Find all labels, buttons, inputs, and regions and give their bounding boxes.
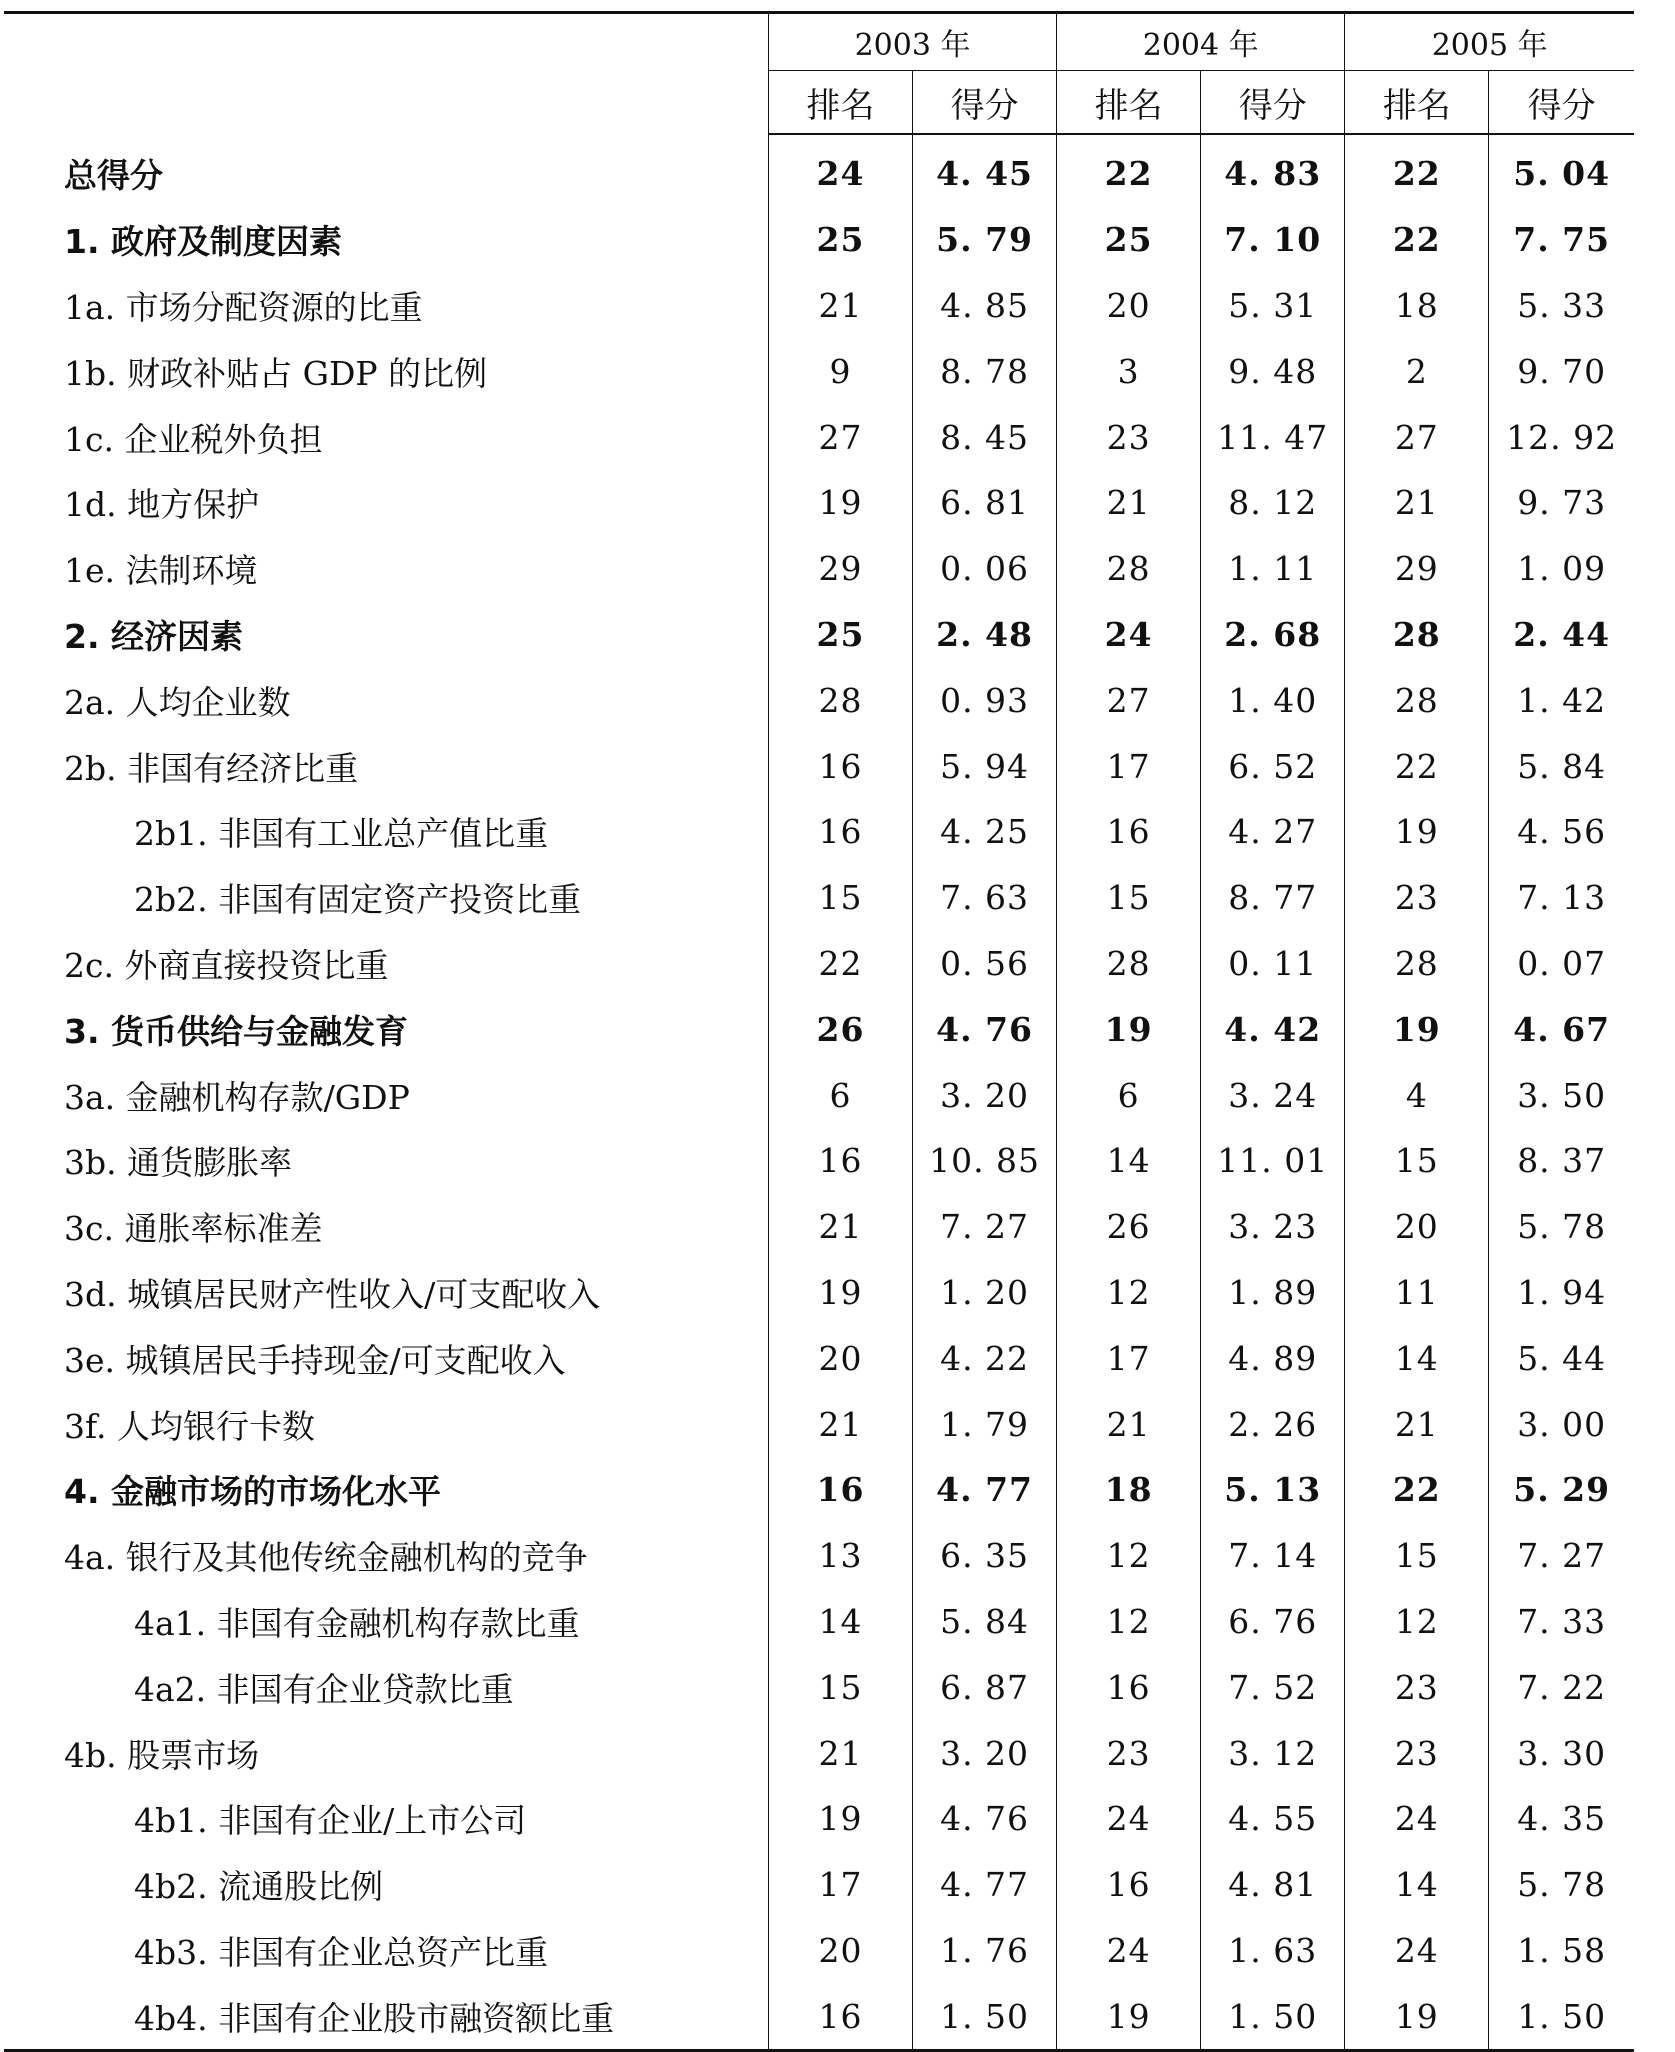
rank-2003-cell: 21: [768, 1391, 912, 1457]
rank-2004-cell: 17: [1057, 1325, 1201, 1391]
score-2004-cell: 3. 12: [1201, 1720, 1345, 1786]
score-2004-cell: 6. 52: [1201, 733, 1345, 799]
score-2003-cell: 5. 94: [913, 733, 1057, 799]
score-2004-cell: 3. 24: [1201, 1062, 1345, 1128]
rank-2005-cell: 29: [1345, 536, 1489, 602]
table-row: [4, 865, 1634, 931]
table-row: [4, 1720, 1634, 1786]
table-row: [4, 1260, 1634, 1326]
score-2004-cell: 8. 12: [1201, 470, 1345, 536]
rank-2005-cell: 4: [1345, 1062, 1489, 1128]
rank-2003-cell: 19: [768, 470, 912, 536]
score-2004-cell: 4. 81: [1201, 1852, 1345, 1918]
score-2004-cell: 4. 55: [1201, 1786, 1345, 1852]
rank-2004-cell: 24: [1057, 1786, 1201, 1852]
year-header-row: [4, 13, 1634, 71]
table-row: [4, 1654, 1634, 1720]
score-2005-cell: 1. 50: [1489, 1983, 1634, 2050]
rank-2005-cell: 28: [1345, 602, 1489, 668]
row-label: 3b. 通货膨胀率: [64, 1143, 293, 1183]
rank-2003-cell: 19: [768, 1260, 912, 1326]
row-label: 2b1. 非国有工业总产值比重: [134, 814, 549, 854]
score-2004-cell: 6. 76: [1201, 1589, 1345, 1655]
table-row: [4, 1062, 1634, 1128]
table-row: [4, 1589, 1634, 1655]
rank-2005-cell: 23: [1345, 1720, 1489, 1786]
rank-2003-cell: 15: [768, 1654, 912, 1720]
table-row: [4, 470, 1634, 536]
rank-2004-cell: 24: [1057, 1918, 1201, 1984]
rank-2005-cell: 27: [1345, 404, 1489, 470]
row-label: 2b. 非国有经济比重: [64, 748, 359, 788]
rank-2004-cell: 26: [1057, 1194, 1201, 1260]
rank-2003-cell: 6: [768, 1062, 912, 1128]
rank-2003-cell: 14: [768, 1589, 912, 1655]
table-row: [4, 733, 1634, 799]
score-2003-cell: 1. 20: [913, 1260, 1057, 1326]
rank-2005-cell: 2: [1345, 338, 1489, 404]
rank-2004-cell: 21: [1057, 470, 1201, 536]
score-2004-cell: 4. 27: [1201, 799, 1345, 865]
table-row: [4, 1325, 1634, 1391]
row-label: 1. 政府及制度因素: [64, 222, 342, 262]
rank-2003-cell: 21: [768, 1720, 912, 1786]
score-2003-cell: 4. 85: [913, 273, 1057, 339]
score-2005-cell: 9. 73: [1489, 470, 1634, 536]
score-2005-cell: 5. 33: [1489, 273, 1634, 339]
score-2005-cell: 4. 35: [1489, 1786, 1634, 1852]
row-label: 1d. 地方保护: [64, 485, 260, 525]
row-label: 4a1. 非国有金融机构存款比重: [134, 1603, 580, 1643]
rank-2004-cell: 3: [1057, 338, 1201, 404]
score-2003-cell: 5. 84: [913, 1589, 1057, 1655]
row-label: 2a. 人均企业数: [64, 682, 291, 722]
rank-2005-cell: 14: [1345, 1852, 1489, 1918]
score-2005-cell: 3. 30: [1489, 1720, 1634, 1786]
table-row: [4, 338, 1634, 404]
row-label: 1a. 市场分配资源的比重: [64, 287, 423, 327]
rank-2005-cell: 21: [1345, 1391, 1489, 1457]
score-2004-cell: 1. 63: [1201, 1918, 1345, 1984]
score-2005-cell: 3. 00: [1489, 1391, 1634, 1457]
rank-2003-cell: 16: [768, 1128, 912, 1194]
score-2004-cell: 1. 11: [1201, 536, 1345, 602]
rank-2005-cell: 12: [1345, 1589, 1489, 1655]
rank-2003-cell: 29: [768, 536, 912, 602]
score-2005-cell: 5. 78: [1489, 1194, 1634, 1260]
table-row: [4, 1391, 1634, 1457]
score-2003-cell: 4. 22: [913, 1325, 1057, 1391]
rank-2004-cell: 24: [1057, 602, 1201, 668]
score-2003-cell: 4. 25: [913, 799, 1057, 865]
table-row: [4, 1918, 1634, 1984]
rank-2004-cell: 17: [1057, 733, 1201, 799]
rank-2005-cell: 15: [1345, 1523, 1489, 1589]
score-2004-cell: 3. 23: [1201, 1194, 1345, 1260]
score-2004-cell: 7. 10: [1201, 207, 1345, 273]
score-2005-cell: 0. 07: [1489, 931, 1634, 997]
score-2005-cell: 3. 50: [1489, 1062, 1634, 1128]
table-row: [4, 1194, 1634, 1260]
rank-2004-cell: 28: [1057, 536, 1201, 602]
score-2003-cell: 4. 45: [913, 134, 1057, 207]
score-2003-cell: 10. 85: [913, 1128, 1057, 1194]
rank-2004-cell: 15: [1057, 865, 1201, 931]
rank-2005-cell: 22: [1345, 733, 1489, 799]
score-2004-cell: 8. 77: [1201, 865, 1345, 931]
rank-2003-cell: 25: [768, 602, 912, 668]
score-2003-cell: 6. 81: [913, 470, 1057, 536]
rank-2003-cell: 20: [768, 1918, 912, 1984]
rank-header: 排名: [1057, 71, 1201, 135]
row-label: 2. 经济因素: [64, 616, 243, 656]
ranking-table: [4, 11, 1634, 2052]
score-2004-cell: 4. 42: [1201, 996, 1345, 1062]
table-row: [4, 931, 1634, 997]
score-2005-cell: 7. 13: [1489, 865, 1634, 931]
score-2005-cell: 8. 37: [1489, 1128, 1634, 1194]
table-row: [4, 1457, 1634, 1523]
row-label: 4b2. 流通股比例: [134, 1867, 384, 1907]
rank-2003-cell: 16: [768, 1983, 912, 2050]
year-header-2004: 2004 年: [1057, 13, 1345, 71]
row-label: 3a. 金融机构存款/GDP: [64, 1077, 410, 1117]
rank-2004-cell: 16: [1057, 1654, 1201, 1720]
score-2003-cell: 0. 93: [913, 667, 1057, 733]
score-2005-cell: 7. 22: [1489, 1654, 1634, 1720]
header-corner: [4, 13, 768, 135]
score-2005-cell: 5. 29: [1489, 1457, 1634, 1523]
row-label: 4a. 银行及其他传统金融机构的竞争: [64, 1538, 588, 1578]
row-label: 4. 金融市场的市场化水平: [64, 1472, 441, 1512]
year-header-2003: 2003 年: [768, 13, 1056, 71]
score-2004-cell: 4. 89: [1201, 1325, 1345, 1391]
table-row: [4, 404, 1634, 470]
rank-2005-cell: 15: [1345, 1128, 1489, 1194]
score-2003-cell: 3. 20: [913, 1720, 1057, 1786]
table-row: [4, 1852, 1634, 1918]
rank-2003-cell: 19: [768, 1786, 912, 1852]
score-2003-cell: 4. 76: [913, 1786, 1057, 1852]
rank-2004-cell: 12: [1057, 1523, 1201, 1589]
rank-2004-cell: 16: [1057, 1852, 1201, 1918]
rank-2005-cell: 24: [1345, 1918, 1489, 1984]
rank-2003-cell: 21: [768, 1194, 912, 1260]
rank-2004-cell: 16: [1057, 799, 1201, 865]
score-2004-cell: 11. 01: [1201, 1128, 1345, 1194]
rank-2004-cell: 23: [1057, 404, 1201, 470]
score-2005-cell: 5. 44: [1489, 1325, 1634, 1391]
rank-2004-cell: 6: [1057, 1062, 1201, 1128]
rank-2005-cell: 22: [1345, 134, 1489, 207]
score-2005-cell: 7. 27: [1489, 1523, 1634, 1589]
rank-2003-cell: 9: [768, 338, 912, 404]
row-label: 1e. 法制环境: [64, 551, 258, 591]
score-2003-cell: 6. 87: [913, 1654, 1057, 1720]
score-header: 得分: [913, 71, 1057, 135]
row-label: 2c. 外商直接投资比重: [64, 945, 389, 985]
rank-2003-cell: 24: [768, 134, 912, 207]
score-2004-cell: 1. 50: [1201, 1983, 1345, 2050]
rank-2004-cell: 12: [1057, 1260, 1201, 1326]
rank-2003-cell: 17: [768, 1852, 912, 1918]
rank-2004-cell: 22: [1057, 134, 1201, 207]
rank-2005-cell: 19: [1345, 799, 1489, 865]
row-label: 4b1. 非国有企业/上市公司: [134, 1801, 527, 1841]
table-row: [4, 667, 1634, 733]
rank-2005-cell: 18: [1345, 273, 1489, 339]
score-2005-cell: 1. 58: [1489, 1918, 1634, 1984]
row-label: 4a2. 非国有企业贷款比重: [134, 1669, 514, 1709]
rank-2005-cell: 22: [1345, 207, 1489, 273]
table-row: [4, 1523, 1634, 1589]
row-label: 3. 货币供给与金融发育: [64, 1011, 408, 1051]
score-2004-cell: 5. 13: [1201, 1457, 1345, 1523]
rank-2003-cell: 13: [768, 1523, 912, 1589]
score-2004-cell: 11. 47: [1201, 404, 1345, 470]
rank-2004-cell: 28: [1057, 931, 1201, 997]
score-2003-cell: 3. 20: [913, 1062, 1057, 1128]
table-row: [4, 1786, 1634, 1852]
table-row: [4, 1983, 1634, 2050]
score-2003-cell: 0. 06: [913, 536, 1057, 602]
table-header: [4, 13, 1634, 135]
rank-2005-cell: 28: [1345, 667, 1489, 733]
score-2004-cell: 5. 31: [1201, 273, 1345, 339]
score-header: 得分: [1201, 71, 1345, 135]
score-2005-cell: 1. 42: [1489, 667, 1634, 733]
score-2003-cell: 4. 77: [913, 1852, 1057, 1918]
rank-header: 排名: [1345, 71, 1489, 135]
rank-2004-cell: 12: [1057, 1589, 1201, 1655]
rank-2005-cell: 19: [1345, 996, 1489, 1062]
table-row: [4, 996, 1634, 1062]
row-label: 4b3. 非国有企业总资产比重: [134, 1932, 549, 1972]
row-label: 3c. 通胀率标准差: [64, 1209, 323, 1249]
score-2003-cell: 0. 56: [913, 931, 1057, 997]
rank-2003-cell: 26: [768, 996, 912, 1062]
table-body: [4, 134, 1634, 2051]
rank-2003-cell: 28: [768, 667, 912, 733]
score-2003-cell: 4. 76: [913, 996, 1057, 1062]
row-label: 2b2. 非国有固定资产投资比重: [134, 880, 582, 920]
score-2005-cell: 2. 44: [1489, 602, 1634, 668]
row-label: 3d. 城镇居民财产性收入/可支配收入: [64, 1274, 601, 1314]
table-row: [4, 1128, 1634, 1194]
row-label: 4b4. 非国有企业股市融资额比重: [4, 1983, 768, 2050]
score-2005-cell: 7. 75: [1489, 207, 1634, 273]
rank-2005-cell: 24: [1345, 1786, 1489, 1852]
rank-2003-cell: 16: [768, 799, 912, 865]
score-2005-cell: 12. 92: [1489, 404, 1634, 470]
table-row: [4, 134, 1634, 207]
rank-2003-cell: 27: [768, 404, 912, 470]
score-2004-cell: 2. 26: [1201, 1391, 1345, 1457]
score-2005-cell: 1. 94: [1489, 1260, 1634, 1326]
rank-2004-cell: 21: [1057, 1391, 1201, 1457]
score-2003-cell: 1. 79: [913, 1391, 1057, 1457]
row-label: 总得分: [64, 155, 163, 195]
row-label: 4b. 股票市场: [64, 1735, 260, 1775]
rank-2005-cell: 14: [1345, 1325, 1489, 1391]
rank-2003-cell: 22: [768, 931, 912, 997]
score-2003-cell: 1. 76: [913, 1918, 1057, 1984]
score-2004-cell: 7. 14: [1201, 1523, 1345, 1589]
rank-header: 排名: [768, 71, 912, 135]
score-2003-cell: 8. 78: [913, 338, 1057, 404]
score-2005-cell: 5. 04: [1489, 134, 1634, 207]
score-2004-cell: 2. 68: [1201, 602, 1345, 668]
score-2005-cell: 1. 09: [1489, 536, 1634, 602]
score-2003-cell: 7. 63: [913, 865, 1057, 931]
rank-2005-cell: 28: [1345, 931, 1489, 997]
score-2005-cell: 5. 84: [1489, 733, 1634, 799]
score-2005-cell: 4. 67: [1489, 996, 1634, 1062]
score-2004-cell: 1. 89: [1201, 1260, 1345, 1326]
rank-2004-cell: 18: [1057, 1457, 1201, 1523]
table-row: [4, 536, 1634, 602]
table-row: [4, 207, 1634, 273]
rank-2005-cell: 21: [1345, 470, 1489, 536]
rank-2005-cell: 22: [1345, 1457, 1489, 1523]
score-2003-cell: 4. 77: [913, 1457, 1057, 1523]
rank-2003-cell: 15: [768, 865, 912, 931]
rank-2003-cell: 21: [768, 273, 912, 339]
score-2003-cell: 5. 79: [913, 207, 1057, 273]
row-label: 3e. 城镇居民手持现金/可支配收入: [64, 1340, 566, 1380]
score-2003-cell: 8. 45: [913, 404, 1057, 470]
rank-2004-cell: 19: [1057, 996, 1201, 1062]
score-2003-cell: 2. 48: [913, 602, 1057, 668]
score-header: 得分: [1489, 71, 1634, 135]
score-2005-cell: 7. 33: [1489, 1589, 1634, 1655]
rank-2005-cell: 11: [1345, 1260, 1489, 1326]
rank-2003-cell: 16: [768, 1457, 912, 1523]
score-2003-cell: 7. 27: [913, 1194, 1057, 1260]
year-header-2005: 2005 年: [1345, 13, 1634, 71]
score-2005-cell: 4. 56: [1489, 799, 1634, 865]
table-row: [4, 799, 1634, 865]
rank-2005-cell: 19: [1345, 1983, 1489, 2050]
rank-2004-cell: 27: [1057, 667, 1201, 733]
row-label: 1b. 财政补贴占 GDP 的比例: [64, 353, 488, 393]
rank-2005-cell: 23: [1345, 1654, 1489, 1720]
rank-2005-cell: 23: [1345, 865, 1489, 931]
score-2004-cell: 9. 48: [1201, 338, 1345, 404]
score-2005-cell: 9. 70: [1489, 338, 1634, 404]
rank-2004-cell: 23: [1057, 1720, 1201, 1786]
rank-2004-cell: 25: [1057, 207, 1201, 273]
score-2004-cell: 7. 52: [1201, 1654, 1345, 1720]
score-2004-cell: 1. 40: [1201, 667, 1345, 733]
score-2004-cell: 0. 11: [1201, 931, 1345, 997]
score-2003-cell: 6. 35: [913, 1523, 1057, 1589]
rank-2004-cell: 19: [1057, 1983, 1201, 2050]
table-row: [4, 602, 1634, 668]
row-label: 1c. 企业税外负担: [64, 419, 323, 459]
rank-2004-cell: 20: [1057, 273, 1201, 339]
rank-2005-cell: 20: [1345, 1194, 1489, 1260]
score-2005-cell: 5. 78: [1489, 1852, 1634, 1918]
rank-2004-cell: 14: [1057, 1128, 1201, 1194]
row-label: 3f. 人均银行卡数: [64, 1406, 316, 1446]
score-2004-cell: 4. 83: [1201, 134, 1345, 207]
rank-2003-cell: 16: [768, 733, 912, 799]
score-2003-cell: 1. 50: [913, 1983, 1057, 2050]
rank-2003-cell: 25: [768, 207, 912, 273]
rank-2003-cell: 20: [768, 1325, 912, 1391]
table-row: [4, 273, 1634, 339]
